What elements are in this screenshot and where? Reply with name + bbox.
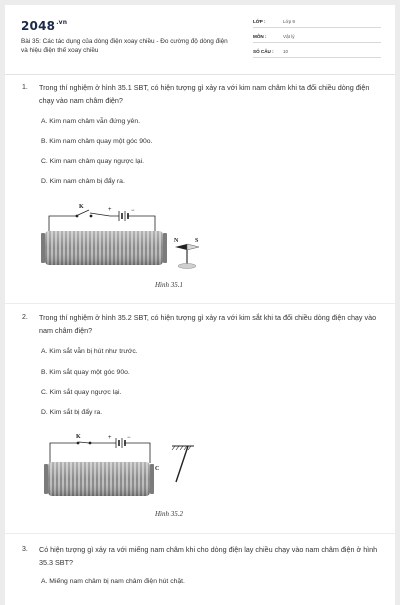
meta-grade-label: LỚP : <box>253 19 266 24</box>
logo-suffix: .vn <box>56 19 68 26</box>
iron-needle-icon <box>172 446 194 482</box>
option-c[interactable]: C. Kim sắt quay ngược lại. <box>41 389 122 396</box>
question-divider <box>5 303 395 304</box>
option-a[interactable]: A. Kim sắt vẫn bị hút như trước. <box>41 348 138 355</box>
option-b[interactable]: B. Kim nam châm quay một góc 90o. <box>41 138 153 145</box>
svg-text:−: − <box>131 208 135 214</box>
electromagnet-coil <box>41 231 167 265</box>
option-a[interactable]: A. Miếng nam châm bị nam châm điện hút chặt. <box>41 578 185 585</box>
question-text: Trong thí nghiệm ở hình 35.2 SBT, có hiện tượng gì xảy ra với kim sắt khi ta đổi chiều dòng điện chạy vào nam châm điện? <box>39 313 377 335</box>
circuit-wire <box>49 213 155 233</box>
switch-label: K <box>76 434 81 440</box>
question-number: 3. <box>22 546 28 553</box>
meta-count-label: SỐ CÂU : <box>253 49 274 54</box>
question-divider <box>5 533 395 534</box>
meta-subject <box>253 32 381 43</box>
meta-subject-value: Vật lý <box>283 34 295 39</box>
meta-count-value: 10 <box>283 49 289 54</box>
switch-label: K <box>79 204 84 210</box>
logo-text: 2048 <box>21 19 56 33</box>
meta-question-count <box>253 47 381 58</box>
circuit-wire <box>50 443 150 463</box>
option-d[interactable]: D. Kim sắt bị đẩy ra. <box>41 409 103 416</box>
worksheet-page <box>5 5 395 605</box>
figure-caption: Hình 35.1 <box>155 281 183 289</box>
header-divider <box>5 74 395 75</box>
switch-icon <box>77 442 92 445</box>
svg-text:+: + <box>108 207 112 213</box>
option-c[interactable]: C. Kim nam châm quay ngược lại. <box>41 158 145 165</box>
question-number: 2. <box>22 314 28 321</box>
meta-grade <box>253 17 381 28</box>
site-logo[interactable] <box>21 19 67 33</box>
figure-35-2 <box>38 427 218 507</box>
option-b[interactable]: B. Kim sắt quay một góc 90o. <box>41 369 130 376</box>
svg-text:+: + <box>108 435 112 441</box>
battery-icon <box>116 438 125 448</box>
switch-icon <box>76 210 93 217</box>
meta-grade-value: Lớp 9 <box>283 19 295 24</box>
question-text: Trong thí nghiệm ở hình 35.1 SBT, có hiện tượng gì xảy ra với kim nam châm khi ta đổi chiều dòng điện chạy vào nam châm điện? <box>39 83 370 105</box>
option-a[interactable]: A. Kim nam châm vẫn đứng yên. <box>41 118 140 125</box>
south-label: S <box>195 238 199 244</box>
question-text: Có hiện tượng gì xảy ra với miếng nam châm khi cho dòng điện lay chiều chạy vào nam châm điện ở hình 35.3 SBT? <box>39 545 378 567</box>
meta-subject-label: MÔN : <box>253 34 267 39</box>
north-label: N <box>174 238 179 244</box>
option-d[interactable]: D. Kim nam châm bị đẩy ra. <box>41 178 125 185</box>
needle-label: C <box>155 466 160 472</box>
electromagnet-coil <box>44 462 154 496</box>
battery-icon <box>119 211 128 221</box>
figure-caption: Hình 35.2 <box>155 510 183 518</box>
worksheet-header <box>5 5 395 73</box>
svg-text:−: − <box>127 435 131 441</box>
figure-35-1 <box>35 195 225 277</box>
question-number: 1. <box>22 84 28 91</box>
magnetic-needle-icon <box>175 244 199 269</box>
lesson-title: Bài 35: Các tác dụng của dòng điện xoay chiều - Đo cường độ dòng điện và hiệu điện thế xoay chiều <box>21 38 228 54</box>
